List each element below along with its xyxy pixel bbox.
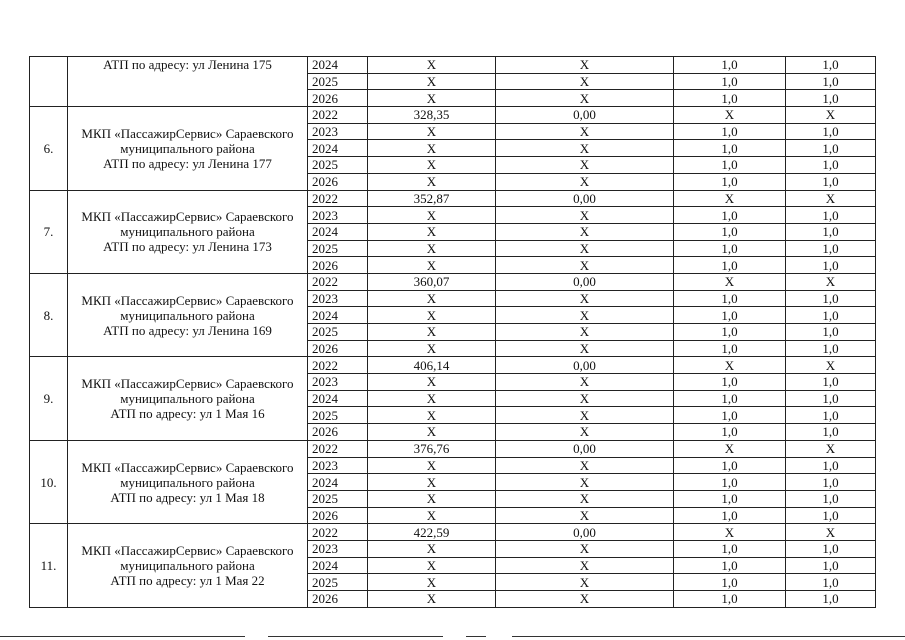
value-col2-cell: 0,00 xyxy=(496,440,674,457)
value-col1-cell: X xyxy=(368,57,496,74)
table-body xyxy=(30,57,876,608)
value-col3-cell: 1,0 xyxy=(674,390,786,407)
value-col4-cell: 1,0 xyxy=(786,73,876,90)
value-col2-cell: X xyxy=(496,123,674,140)
value-col3-cell: 1,0 xyxy=(674,157,786,174)
year-cell: 2026 xyxy=(308,90,368,107)
value-col4-cell: 1,0 xyxy=(786,307,876,324)
value-col4-cell: 1,0 xyxy=(786,474,876,491)
value-col3-cell: 1,0 xyxy=(674,591,786,608)
year-cell: 2022 xyxy=(308,440,368,457)
value-col2-cell: X xyxy=(496,324,674,341)
value-col2-cell: X xyxy=(496,223,674,240)
year-cell: 2026 xyxy=(308,424,368,441)
value-col4-cell: 1,0 xyxy=(786,223,876,240)
value-col3-cell: 1,0 xyxy=(674,223,786,240)
organization-line: МКП «ПассажирСервис» Сараевского xyxy=(81,459,294,475)
value-col2-cell: X xyxy=(496,90,674,107)
value-col2-cell: X xyxy=(496,57,674,74)
value-col2-cell: X xyxy=(496,307,674,324)
value-col1-cell: X xyxy=(368,157,496,174)
footer-rule-mid xyxy=(268,636,443,637)
year-cell: 2023 xyxy=(308,207,368,224)
value-col4-cell: X xyxy=(786,190,876,207)
value-col3-cell: X xyxy=(674,273,786,290)
value-col3-cell: X xyxy=(674,440,786,457)
value-col4-cell: 1,0 xyxy=(786,591,876,608)
organization-line: МКП «ПассажирСервис» Сараевского xyxy=(81,292,294,308)
value-col1-cell: X xyxy=(368,257,496,274)
footer-rule-right xyxy=(512,636,905,637)
value-col2-cell: 0,00 xyxy=(496,273,674,290)
value-col3-cell: 1,0 xyxy=(674,457,786,474)
value-col1-cell: X xyxy=(368,223,496,240)
value-col4-cell: 1,0 xyxy=(786,490,876,507)
year-cell: 2022 xyxy=(308,357,368,374)
year-cell: 2023 xyxy=(308,374,368,391)
value-col4-cell: 1,0 xyxy=(786,157,876,174)
value-col4-cell: 1,0 xyxy=(786,173,876,190)
row-number: 7. xyxy=(30,190,68,273)
year-cell: 2024 xyxy=(308,474,368,491)
value-col1-cell: X xyxy=(368,290,496,307)
value-col3-cell: 1,0 xyxy=(674,540,786,557)
organization-line: АТП по адресу: ул 1 Мая 18 xyxy=(110,489,265,505)
value-col3-cell: 1,0 xyxy=(674,173,786,190)
value-col3-cell: 1,0 xyxy=(674,207,786,224)
value-col2-cell: X xyxy=(496,424,674,441)
value-col2-cell: X xyxy=(496,557,674,574)
value-col1-cell: X xyxy=(368,173,496,190)
table-row xyxy=(30,273,876,290)
year-cell: 2026 xyxy=(308,257,368,274)
value-col4-cell: 1,0 xyxy=(786,290,876,307)
value-col4-cell: X xyxy=(786,273,876,290)
value-col3-cell: 1,0 xyxy=(674,490,786,507)
value-col2-cell: 0,00 xyxy=(496,357,674,374)
value-col4-cell: 1,0 xyxy=(786,507,876,524)
value-col4-cell: 1,0 xyxy=(786,424,876,441)
value-col3-cell: 1,0 xyxy=(674,407,786,424)
value-col3-cell: X xyxy=(674,524,786,541)
year-cell: 2025 xyxy=(308,324,368,341)
footer-rule-short xyxy=(466,636,486,637)
year-cell: 2022 xyxy=(308,273,368,290)
value-col2-cell: X xyxy=(496,474,674,491)
value-col1-cell: X xyxy=(368,324,496,341)
value-col2-cell: X xyxy=(496,207,674,224)
value-col4-cell: X xyxy=(786,524,876,541)
tariff-table xyxy=(29,56,876,608)
value-col2-cell: X xyxy=(496,340,674,357)
value-col2-cell: X xyxy=(496,173,674,190)
value-col1-cell: X xyxy=(368,240,496,257)
value-col2-cell: X xyxy=(496,574,674,591)
organization-cell xyxy=(68,440,308,523)
year-cell: 2022 xyxy=(308,524,368,541)
value-col4-cell: X xyxy=(786,440,876,457)
value-col2-cell: 0,00 xyxy=(496,107,674,124)
year-cell: 2024 xyxy=(308,140,368,157)
year-cell: 2026 xyxy=(308,340,368,357)
organization-cell xyxy=(68,273,308,356)
organization-cell xyxy=(68,57,308,107)
value-col1-cell: X xyxy=(368,340,496,357)
value-col4-cell: 1,0 xyxy=(786,457,876,474)
value-col1-cell: 328,35 xyxy=(368,107,496,124)
year-cell: 2026 xyxy=(308,591,368,608)
value-col1-cell: 376,76 xyxy=(368,440,496,457)
value-col4-cell: 1,0 xyxy=(786,374,876,391)
value-col3-cell: 1,0 xyxy=(674,257,786,274)
value-col1-cell: X xyxy=(368,591,496,608)
value-col1-cell: X xyxy=(368,557,496,574)
value-col1-cell: 422,59 xyxy=(368,524,496,541)
value-col2-cell: X xyxy=(496,290,674,307)
row-number xyxy=(30,57,68,107)
value-col4-cell: X xyxy=(786,357,876,374)
value-col2-cell: X xyxy=(496,390,674,407)
value-col1-cell: X xyxy=(368,307,496,324)
value-col3-cell: 1,0 xyxy=(674,424,786,441)
value-col2-cell: 0,00 xyxy=(496,524,674,541)
organization-line: АТП по адресу: ул Ленина 177 xyxy=(103,155,272,171)
organization-line: АТП по адресу: ул 1 Мая 16 xyxy=(110,406,265,422)
value-col1-cell: X xyxy=(368,490,496,507)
organization-line: муниципального района xyxy=(120,224,255,240)
organization-line: МКП «ПассажирСервис» Сараевского xyxy=(81,542,294,558)
table-row xyxy=(30,107,876,124)
value-col1-cell: X xyxy=(368,73,496,90)
year-cell: 2026 xyxy=(308,507,368,524)
year-cell: 2025 xyxy=(308,73,368,90)
value-col4-cell: 1,0 xyxy=(786,123,876,140)
table-row xyxy=(30,357,876,374)
value-col3-cell: 1,0 xyxy=(674,474,786,491)
organization-line: муниципального района xyxy=(120,557,255,573)
value-col1-cell: X xyxy=(368,574,496,591)
value-col3-cell: 1,0 xyxy=(674,557,786,574)
value-col4-cell: 1,0 xyxy=(786,240,876,257)
organization-line: МКП «ПассажирСервис» Сараевского xyxy=(81,209,294,225)
row-number: 9. xyxy=(30,357,68,440)
value-col3-cell: 1,0 xyxy=(674,374,786,391)
value-col4-cell: 1,0 xyxy=(786,140,876,157)
organization-cell xyxy=(68,357,308,440)
value-col4-cell: 1,0 xyxy=(786,540,876,557)
organization-line: муниципального района xyxy=(120,307,255,323)
year-cell: 2024 xyxy=(308,307,368,324)
year-cell: 2024 xyxy=(308,390,368,407)
organization-line: АТП по адресу: ул Ленина 175 xyxy=(103,57,272,72)
organization-cell xyxy=(68,190,308,273)
value-col3-cell: 1,0 xyxy=(674,73,786,90)
year-cell: 2022 xyxy=(308,190,368,207)
footer-rule-left xyxy=(0,636,245,637)
value-col1-cell: X xyxy=(368,90,496,107)
value-col3-cell: X xyxy=(674,107,786,124)
value-col4-cell: 1,0 xyxy=(786,57,876,74)
value-col2-cell: 0,00 xyxy=(496,190,674,207)
row-number: 11. xyxy=(30,524,68,607)
year-cell: 2025 xyxy=(308,490,368,507)
value-col2-cell: X xyxy=(496,407,674,424)
organization-line: муниципального района xyxy=(120,391,255,407)
value-col1-cell: X xyxy=(368,424,496,441)
year-cell: 2024 xyxy=(308,57,368,74)
organization-line: муниципального района xyxy=(120,140,255,156)
value-col1-cell: X xyxy=(368,123,496,140)
year-cell: 2025 xyxy=(308,157,368,174)
value-col4-cell: 1,0 xyxy=(786,340,876,357)
value-col3-cell: 1,0 xyxy=(674,140,786,157)
value-col1-cell: X xyxy=(368,474,496,491)
value-col4-cell: X xyxy=(786,107,876,124)
year-cell: 2025 xyxy=(308,407,368,424)
table-row xyxy=(30,57,876,74)
value-col3-cell: X xyxy=(674,190,786,207)
table-row xyxy=(30,440,876,457)
organization-cell xyxy=(68,107,308,190)
table-row xyxy=(30,524,876,541)
value-col2-cell: X xyxy=(496,140,674,157)
value-col2-cell: X xyxy=(496,507,674,524)
year-cell: 2023 xyxy=(308,540,368,557)
value-col1-cell: X xyxy=(368,390,496,407)
value-col1-cell: X xyxy=(368,507,496,524)
value-col1-cell: X xyxy=(368,407,496,424)
value-col1-cell: 406,14 xyxy=(368,357,496,374)
value-col3-cell: 1,0 xyxy=(674,340,786,357)
value-col2-cell: X xyxy=(496,374,674,391)
value-col2-cell: X xyxy=(496,490,674,507)
value-col1-cell: 360,07 xyxy=(368,273,496,290)
organization-line: АТП по адресу: ул Ленина 173 xyxy=(103,239,272,255)
year-cell: 2023 xyxy=(308,457,368,474)
value-col2-cell: X xyxy=(496,457,674,474)
year-cell: 2023 xyxy=(308,290,368,307)
organization-line: АТП по адресу: ул Ленина 169 xyxy=(103,322,272,338)
value-col3-cell: 1,0 xyxy=(674,290,786,307)
year-cell: 2024 xyxy=(308,557,368,574)
value-col4-cell: 1,0 xyxy=(786,90,876,107)
year-cell: 2023 xyxy=(308,123,368,140)
value-col1-cell: X xyxy=(368,207,496,224)
row-number: 10. xyxy=(30,440,68,523)
row-number: 8. xyxy=(30,273,68,356)
value-col1-cell: X xyxy=(368,457,496,474)
year-cell: 2025 xyxy=(308,240,368,257)
value-col2-cell: X xyxy=(496,540,674,557)
organization-line: МКП «ПассажирСервис» Сараевского xyxy=(81,125,294,141)
value-col4-cell: 1,0 xyxy=(786,557,876,574)
value-col4-cell: 1,0 xyxy=(786,324,876,341)
value-col1-cell: 352,87 xyxy=(368,190,496,207)
value-col4-cell: 1,0 xyxy=(786,574,876,591)
organization-line: муниципального района xyxy=(120,474,255,490)
value-col3-cell: 1,0 xyxy=(674,574,786,591)
value-col3-cell: 1,0 xyxy=(674,324,786,341)
year-cell: 2024 xyxy=(308,223,368,240)
organization-line: МКП «ПассажирСервис» Сараевского xyxy=(81,376,294,392)
value-col3-cell: 1,0 xyxy=(674,240,786,257)
organization-cell xyxy=(68,524,308,607)
year-cell: 2022 xyxy=(308,107,368,124)
value-col2-cell: X xyxy=(496,591,674,608)
organization-line: АТП по адресу: ул 1 Мая 22 xyxy=(110,572,265,588)
value-col1-cell: X xyxy=(368,540,496,557)
value-col4-cell: 1,0 xyxy=(786,207,876,224)
year-cell: 2025 xyxy=(308,574,368,591)
value-col3-cell: X xyxy=(674,357,786,374)
value-col3-cell: 1,0 xyxy=(674,57,786,74)
value-col3-cell: 1,0 xyxy=(674,307,786,324)
value-col1-cell: X xyxy=(368,140,496,157)
value-col2-cell: X xyxy=(496,240,674,257)
value-col3-cell: 1,0 xyxy=(674,123,786,140)
table-row xyxy=(30,190,876,207)
value-col3-cell: 1,0 xyxy=(674,507,786,524)
value-col4-cell: 1,0 xyxy=(786,390,876,407)
value-col1-cell: X xyxy=(368,374,496,391)
value-col2-cell: X xyxy=(496,73,674,90)
value-col3-cell: 1,0 xyxy=(674,90,786,107)
row-number: 6. xyxy=(30,107,68,190)
year-cell: 2026 xyxy=(308,173,368,190)
value-col2-cell: X xyxy=(496,157,674,174)
value-col2-cell: X xyxy=(496,257,674,274)
value-col4-cell: 1,0 xyxy=(786,257,876,274)
value-col4-cell: 1,0 xyxy=(786,407,876,424)
